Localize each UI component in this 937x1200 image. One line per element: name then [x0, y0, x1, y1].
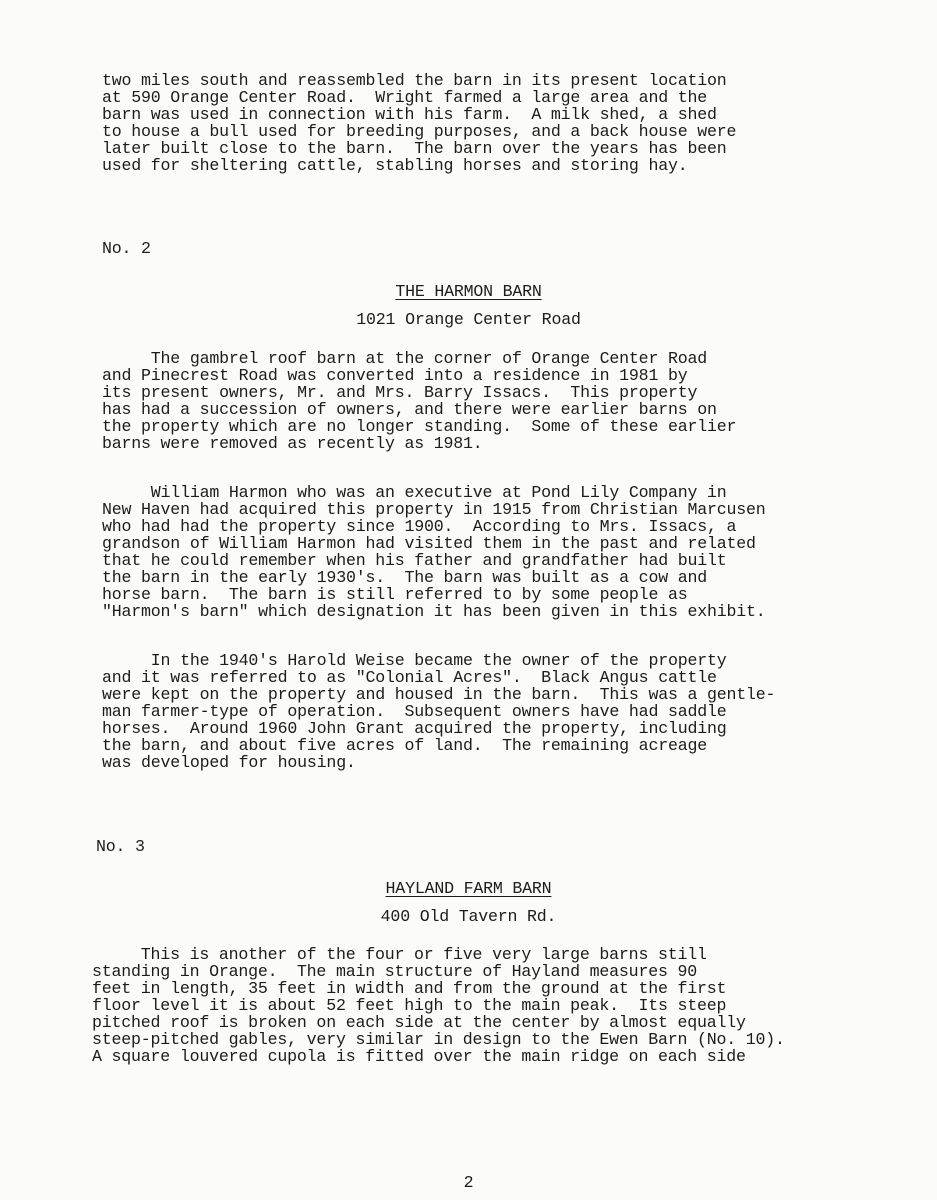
text-line: The gambrel roof barn at the corner of Orange Center Road [102, 349, 707, 368]
text-line: This is another of the four or five very large barns still [92, 945, 707, 964]
text-line: barn was used in connection with his farm. A milk shed, a shed [102, 105, 717, 124]
section-address: 400 Old Tavern Rd. [380, 907, 557, 926]
text-line: to house a bull used for breeding purposes, and a back house were [102, 122, 737, 141]
section-number: No. 2 [102, 239, 151, 258]
text-line: horse barn. The barn is still referred to by some people as [102, 585, 688, 604]
text-line: man farmer-type of operation. Subsequent owners have had saddle [102, 702, 727, 721]
page-number: 2 [463, 1173, 474, 1192]
text-line: the barn in the early 1930's. The barn was built as a cow and [102, 568, 707, 587]
text-line: who had had the property since 1900. According to Mrs. Issacs, a [102, 517, 737, 536]
text-line: the barn, and about five acres of land. The remaining acreage [102, 736, 707, 755]
text-line: feet in length, 35 feet in width and from the ground at the first [92, 979, 727, 998]
section-address: 1021 Orange Center Road [356, 310, 581, 329]
text-line: steep-pitched gables, very similar in design to the Ewen Barn (No. 10). [92, 1030, 785, 1049]
text-line: "Harmon's barn" which designation it has been given in this exhibit. [102, 602, 766, 621]
text-line: barns were removed as recently as 1981. [102, 434, 483, 453]
text-line: later built close to the barn. The barn over the years has been [102, 139, 727, 158]
text-line: pitched roof is broken on each side at the center by almost equally [92, 1013, 746, 1032]
text-line: were kept on the property and housed in the barn. This was a gentle- [102, 685, 776, 704]
text-line: used for sheltering cattle, stabling horses and storing hay. [102, 156, 688, 175]
text-line: has had a succession of owners, and there were earlier barns on [102, 400, 717, 419]
text-line: horses. Around 1960 John Grant acquired the property, including [102, 719, 727, 738]
text-line: William Harmon who was an executive at Pond Lily Company in [102, 483, 727, 502]
text-line: at 590 Orange Center Road. Wright farmed a large area and the [102, 88, 707, 107]
text-line: its present owners, Mr. and Mrs. Barry Issacs. This property [102, 383, 698, 402]
text-line: two miles south and reassembled the barn in its present location [102, 71, 727, 90]
text-line: and Pinecrest Road was converted into a residence in 1981 by [102, 366, 688, 385]
text-line: In the 1940's Harold Weise became the owner of the property [102, 651, 727, 670]
text-line: was developed for housing. [102, 753, 356, 772]
text-line: floor level it is about 52 feet high to the main peak. Its steep [92, 996, 727, 1015]
section-title: THE HARMON BARN [395, 282, 542, 301]
text-line: and it was referred to as "Colonial Acres". Black Angus cattle [102, 668, 717, 687]
text-line: A square louvered cupola is fitted over the main ridge on each side [92, 1047, 746, 1066]
text-line: that he could remember when his father and grandfather had built [102, 551, 727, 570]
text-line: the property which are no longer standing. Some of these earlier [102, 417, 737, 436]
section-number: No. 3 [96, 837, 145, 856]
text-line: New Haven had acquired this property in 1915 from Christian Marcusen [102, 500, 766, 519]
text-line: grandson of William Harmon had visited them in the past and related [102, 534, 756, 553]
text-line: standing in Orange. The main structure of Hayland measures 90 [92, 962, 697, 981]
section-title: HAYLAND FARM BARN [385, 879, 552, 898]
